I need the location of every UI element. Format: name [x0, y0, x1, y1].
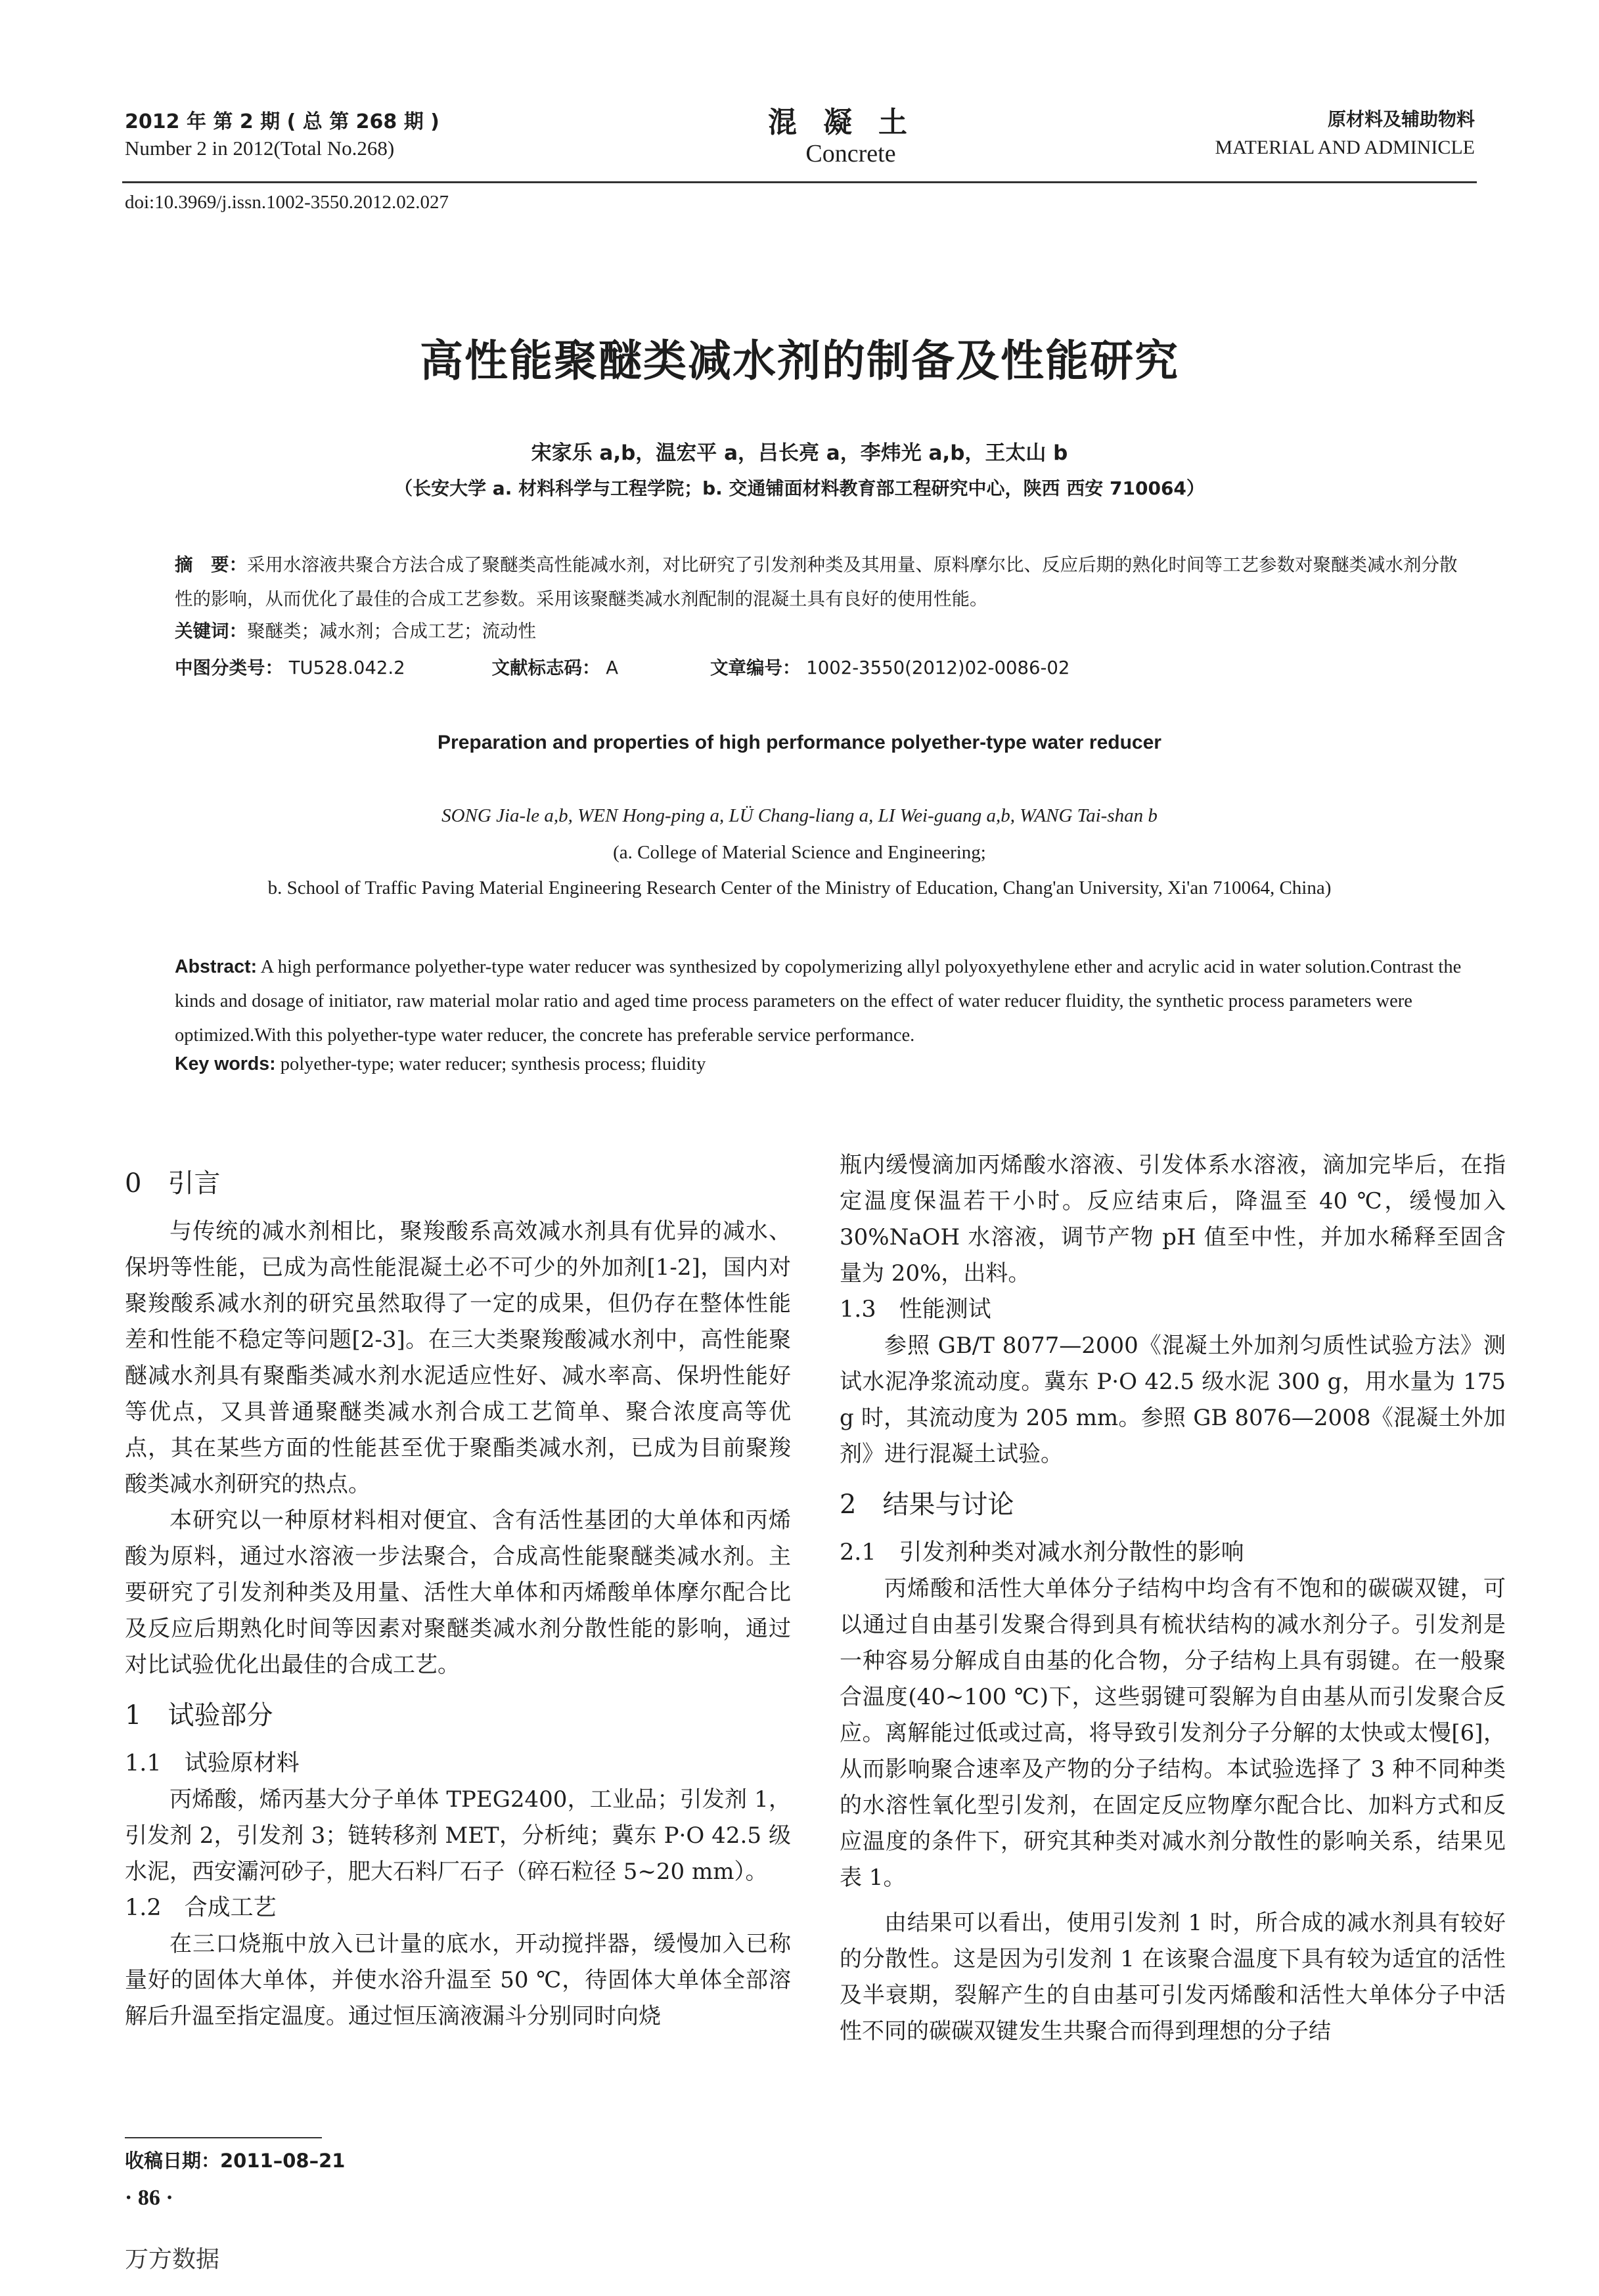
subsection-1-2-paragraph-continued: 瓶内缓慢滴加丙烯酸水溶液、引发体系水溶液，滴加完毕后，在指定温度保温若干小时。反应结束后，降温至 40 ℃，缓慢加入 30%NaOH 水溶液，调节产物 pH 值至中性，并加水稀释至固含量为 20%，出料。: [840, 1152, 1506, 1287]
section-0-heading: 0 引言: [125, 1168, 221, 1199]
authors-cn: 宋家乐 a,b，温宏平 a，吕长亮 a，李炜光 a,b，王太山 b: [531, 441, 1068, 465]
subsection-1-1-heading: 1.1 试验原材料: [125, 1750, 300, 1777]
subsection-1-2-paragraph: 在三口烧瓶中放入已计量的底水，开动搅拌器，缓慢加入已称量好的固体大单体，并使水浴升温至 50 ℃，待固体大单体全部溶解后升温至指定温度。通过恒压滴液漏斗分别同时向烧: [125, 1931, 791, 2029]
subsection-1-1-paragraph: 丙烯酸，烯丙基大分子单体 TPEG2400，工业品；引发剂 1，引发剂 2，引发剂 3；链转移剂 MET，分析纯；冀东 P·O 42.5 级水泥，西安灞河砂子，肥大石料厂石子（碎石粒径 5~20 mm）。: [125, 1786, 791, 1885]
issue-en: Number 2 in 2012(Total No.268): [125, 137, 395, 160]
abstract-en-label: Abstract:: [175, 956, 258, 977]
article-no-value: 1002-3550(2012)02-0086-02: [806, 657, 1070, 678]
keywords-cn-text: 聚醚类；减水剂；合成工艺；流动性: [247, 621, 536, 642]
subsection-1-3-paragraph: 参照 GB/T 8077—2000《混凝土外加剂匀质性试验方法》测试水泥净浆流动度。冀东 P·O 42.5 级水泥 300 g，用水量为 175 g 时，其流动度为 205 mm。参照 GB 8076—2008《混凝土外加剂》进行混凝土试验。: [840, 1333, 1506, 1467]
issue-cn: 2012 年 第 2 期 ( 总 第 268 期 ): [125, 110, 439, 133]
section-0-paragraph-2: 本研究以一种原材料相对便宜、含有活性基团的大单体和丙烯酸为原料，通过水溶液一步法聚合，合成高性能聚醚类减水剂。主要研究了引发剂种类及用量、活性大单体和丙烯酸单体摩尔配合比及反应后期熟化时间等因素对聚醚类减水剂分散性能的影响，通过对比试验优化出最佳的合成工艺。: [125, 1507, 791, 1678]
keywords-en-label: Key words:: [175, 1053, 276, 1074]
doc-code-value: A: [606, 657, 619, 678]
abstract-cn-label: 摘 要：: [175, 554, 247, 575]
section-0-paragraph-1: 与传统的减水剂相比，聚羧酸系高效减水剂具有优异的减水、保坍等性能，已成为高性能混凝土必不可少的外加剂[1-2]，国内对聚羧酸系减水剂的研究虽然取得了一定的成果，但仍存在整体性能差和性能不稳定等问题[2-3]。在三大类聚羧酸减水剂中，高性能聚醚减水剂具有聚酯类减水剂水泥适应性好、减水率高、保坍性能好等优点，又具普通聚醚类减水剂合成工艺简单、聚合浓度高等优点，其在某些方面的性能甚至优于聚酯类减水剂，已成为目前聚羧酸类减水剂研究的热点。: [125, 1218, 791, 1497]
page-number: · 86 ·: [125, 2186, 173, 2210]
paper-title-cn: 高性能聚醚类减水剂的制备及性能研究: [420, 336, 1179, 386]
watermark: 万方数据: [125, 2246, 220, 2273]
subsection-2-1-paragraph-2: 由结果可以看出，使用引发剂 1 时，所合成的减水剂具有较好的分散性。这是因为引发剂 1 在该聚合温度下具有较为适宜的活性及半衰期，裂解产生的自由基可引发丙烯酸和活性大单体分子中活性不同的碳碳双键发生共聚合而得到理想的分子结: [840, 1910, 1506, 2044]
footnote-rule: [125, 2137, 322, 2138]
keywords-cn-label: 关键词：: [175, 621, 247, 642]
section-name-cn: 原材料及辅助物料: [1327, 108, 1475, 130]
body-right-column: [840, 1147, 1506, 2050]
section-name-en: MATERIAL AND ADMINICLE: [1215, 137, 1475, 158]
affiliation-cn: （长安大学 a. 材料科学与工程学院；b. 交通铺面材料教育部工程研究中心，陕西 西安 710064）: [394, 477, 1205, 499]
received-date: 收稿日期：2011–08–21: [125, 2150, 346, 2172]
body-left-column: [125, 1166, 791, 2035]
abstract-cn: [175, 548, 1462, 616]
classification-row: [175, 653, 1462, 679]
article-no-label: 文章编号：: [710, 657, 801, 678]
subsection-1-2-heading: 1.2 合成工艺: [125, 1895, 277, 1921]
abstract-en: [175, 950, 1462, 1053]
authors-en: SONG Jia-le a,b, WEN Hong-ping a, LÜ Chang-liang a, LI Wei-guang a,b, WANG Tai-shan b: [441, 805, 1158, 826]
journal-name-en: Concrete: [805, 140, 896, 167]
clc-value: TU528.042.2: [288, 657, 405, 678]
affiliation-en-a: (a. College of Material Science and Engineering;: [613, 842, 986, 863]
clc-label: 中图分类号：: [175, 657, 283, 678]
subsection-1-3-heading: 1.3 性能测试: [840, 1296, 991, 1323]
doc-code-label: 文献标志码：: [491, 657, 600, 678]
paper-title-en: Preparation and properties of high performance polyether-type water reducer: [438, 732, 1161, 753]
subsection-2-1-paragraph-1: 丙烯酸和活性大单体分子结构中均含有不饱和的碳碳双键，可以通过自由基引发聚合得到具有梳状结构的减水剂分子。引发剂是一种容易分解成自由基的化合物，分子结构上具有弱键。在一般聚合温度(40~100 ℃)下，这些弱键可裂解为自由基从而引发聚合反应。离解能过低或过高，将导致引发剂分子分解的太快或太慢[6]，从而影响聚合速率及产物的分子结构。本试验选择了 3 种不同种类的水溶性氧化型引发剂，在固定反应物摩尔配合比、加料方式和反应温度的条件下，研究其种类对减水剂分散性的影响关系，结果见表 1。: [840, 1576, 1506, 1891]
keywords-en-text: polyether-type; water reducer; synthesis process; fluidity: [280, 1054, 706, 1074]
header-rule: [122, 181, 1477, 183]
section-2-heading: 2 结果与讨论: [840, 1490, 1014, 1520]
subsection-2-1-heading: 2.1 引发剂种类对减水剂分散性的影响: [840, 1539, 1244, 1566]
keywords-en: [175, 1053, 1462, 1075]
section-1-heading: 1 试验部分: [125, 1700, 273, 1731]
affiliation-en-b: b. School of Traffic Paving Material Engineering Research Center of the Ministry of Education, Chang'an University, Xi'an 710064, China): [267, 877, 1332, 898]
abstract-cn-text: 采用水溶液共聚合方法合成了聚醚类高性能减水剂，对比研究了引发剂种类及其用量、原料摩尔比、反应后期的熟化时间等工艺参数对聚醚类减水剂分散性的影响，从而优化了最佳的合成工艺参数。采用该聚醚类减水剂配制的混凝土具有良好的使用性能。: [175, 554, 1458, 609]
journal-name-cn: 混凝土: [768, 106, 934, 139]
abstract-en-text: A high performance polyether-type water reducer was synthesized by copolymerizing allyl polyoxyethylene ether and acrylic acid in water solution.Contrast the kinds and dosage of initiator, raw material molar ratio and aged time process parameters on the effect of water reducer fluidity, the synthetic process parameters were optimized.With this polyether-type water reducer, the concrete has preferable service performance.: [175, 957, 1462, 1046]
doi: doi:10.3969/j.issn.1002-3550.2012.02.027: [125, 192, 449, 213]
keywords-cn: [175, 616, 1462, 642]
